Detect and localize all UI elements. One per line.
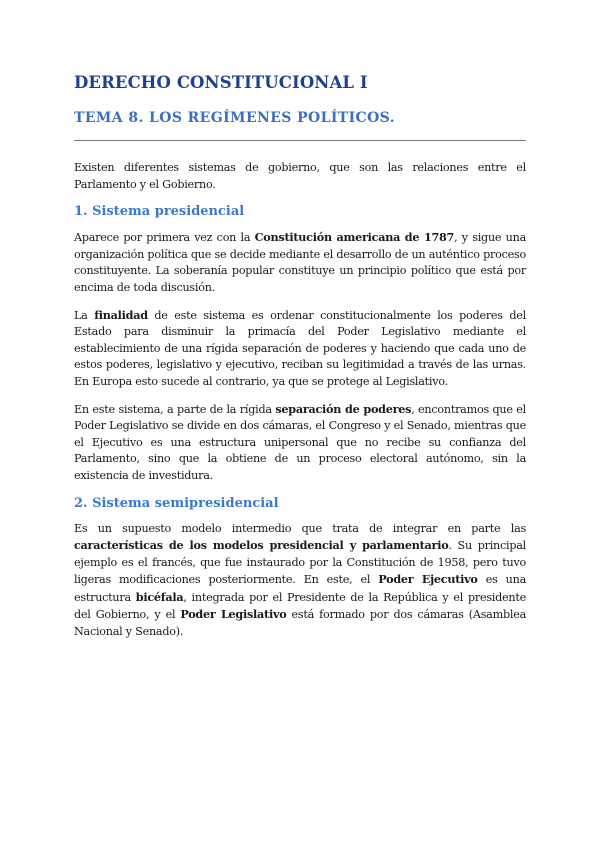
text-run: , integrada por el Presidente de la República y el presidente del Gobierno, y el: [74, 590, 526, 622]
text-run: está formado por dos cámaras (Asamblea Nacional y Senado).: [74, 608, 526, 639]
document-page: [74, 72, 526, 641]
bold-term: características de los modelos presidencial y parlamentario: [74, 538, 449, 553]
section-heading-presidencial: 1. Sistema presidencial: [74, 204, 245, 220]
title-divider: [74, 140, 526, 141]
document-subtitle: TEMA 8. LOS REGÍMENES POLÍTICOS.: [74, 110, 395, 126]
paragraph-separacion: [74, 401, 526, 485]
bold-term: finalidad: [94, 307, 148, 322]
text-run: , encontramos que el Poder Legislativo se divide en dos cámaras, el Congreso y el Senado, mientras que el Ejecutivo es una estructura unipersonal que no recibe su confianza del Parlamento, sino que la obtiene de un proceso electoral autónomo, sin la existencia de investidura.: [74, 402, 526, 482]
text-run: Aparece por primera vez con la: [74, 231, 255, 245]
section-heading-semipresidencial: 2. Sistema semipresidencial: [74, 495, 279, 511]
text-run: . Su principal ejemplo es el francés, que fue instaurado por la Constitución de 1958, pero tuvo ligeras modificaciones posteriormente. En este, el: [74, 539, 526, 587]
paragraph-finalidad: [74, 307, 526, 391]
text-run: es una estructura: [74, 573, 526, 604]
bold-term: separación de poderes: [275, 401, 412, 416]
text-run: , y sigue una organización política que se decide mediante el desarrollo de un auténtico proceso constituyente. La soberanía popular constituye un principio político que está por encima de toda discusión.: [74, 231, 527, 294]
bold-term: Constitución americana de 1787: [254, 230, 455, 245]
paragraph-semipresidencial: [74, 521, 526, 641]
intro-paragraph: Existen diferentes sistemas de gobierno, que son las relaciones entre el Parlamento y el Gobierno.: [74, 161, 526, 191]
text-run: En este sistema, a parte de la rígida: [74, 402, 276, 416]
paragraph-origen: [74, 229, 526, 296]
text-run: Es un supuesto modelo intermedio que trata de integrar en parte las: [74, 521, 526, 535]
text-run: de este sistema es ordenar constitucionalmente los poderes del Estado para disminuir la primacía del Poder Legislativo mediante el establecimiento de una rígida separación de poderes y haciendo que cada uno de estos poderes, legislativo y ejecutivo, reciban su legitimidad a través de las urnas. En Europa esto sucede al contrario, ya que se protege al Legislativo.: [74, 308, 526, 388]
text-run: La: [74, 308, 95, 322]
document-title: DERECHO CONSTITUCIONAL I: [74, 73, 368, 92]
bold-term: Poder Ejecutivo: [378, 572, 478, 587]
bold-term: bicéfala: [135, 589, 184, 604]
bold-term: Poder Legislativo: [180, 607, 287, 622]
